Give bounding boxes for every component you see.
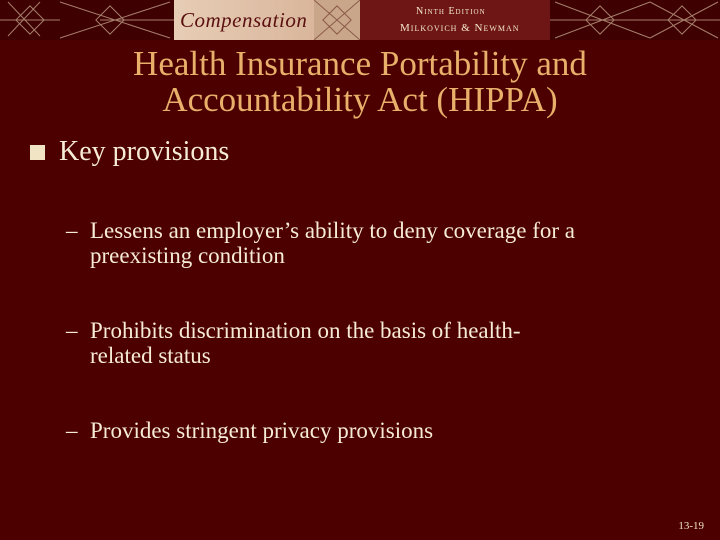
square-bullet-icon: [30, 145, 45, 160]
edition-panel: [360, 0, 550, 40]
sub-item-line-1: Provides stringent privacy provisions: [90, 418, 434, 443]
authors-label: Milkovich & Newman: [400, 22, 520, 34]
sub-item-line-2: preexisting condition: [90, 243, 285, 268]
dash-bullet: –: [66, 418, 78, 443]
sub-item-2: [66, 318, 696, 368]
page-number: 13-19: [678, 520, 704, 532]
header-banner: [0, 0, 720, 40]
dash-bullet: –: [66, 218, 78, 243]
logo-wordmark: Compensation: [180, 8, 308, 32]
edition-label: Ninth Edition: [416, 6, 486, 17]
title-line-2: Accountability Act (HIPPA): [162, 80, 558, 119]
slide-title: [40, 46, 680, 118]
dash-bullet: –: [66, 318, 78, 343]
compensation-logo: [174, 0, 314, 40]
sub-item-1: [66, 218, 696, 268]
sub-item-line-2: related status: [90, 343, 211, 368]
sub-item-line-1: Lessens an employer’s ability to deny coverage for a: [90, 218, 575, 243]
sub-item-line-1: Prohibits discrimination on the basis of health-: [90, 318, 521, 343]
sub-item-3: [66, 418, 696, 443]
logo-divider-pattern: [314, 0, 360, 40]
bullet-text: Key provisions: [59, 136, 230, 167]
bullet-key-provisions: [30, 136, 229, 168]
title-line-1: Health Insurance Portability and: [133, 44, 587, 83]
